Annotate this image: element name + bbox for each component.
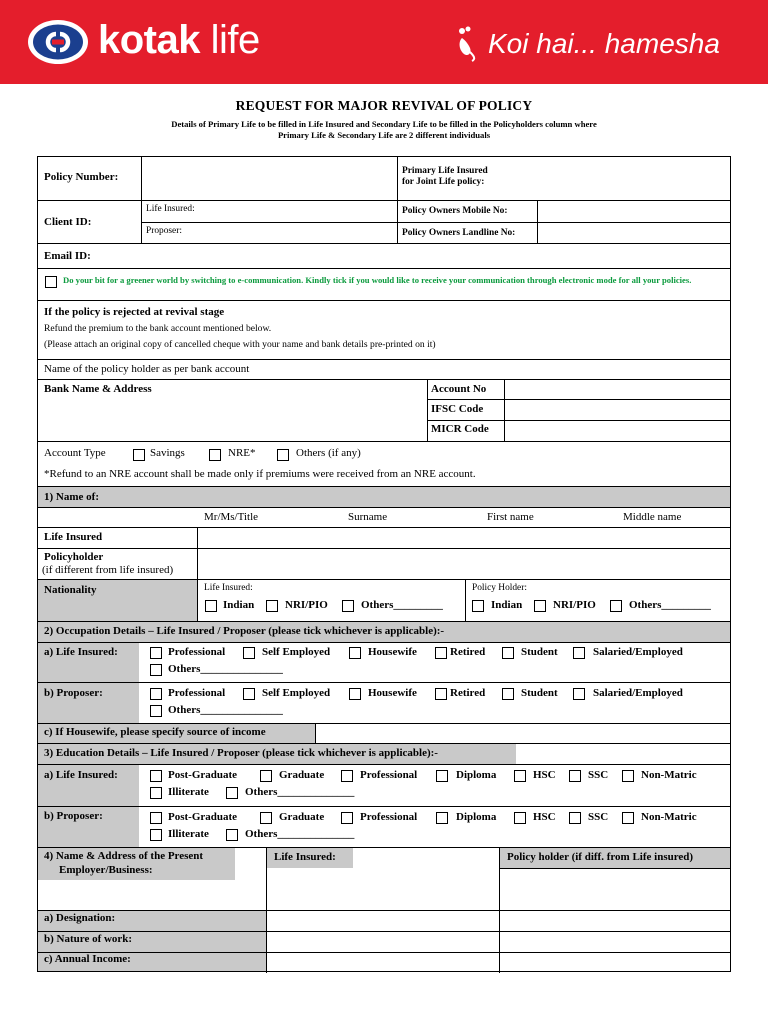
edu-li-illiterate-label: Illiterate: [168, 786, 209, 798]
edu-pr-illiterate-checkbox[interactable]: [150, 829, 162, 841]
occ-li-salaried-label: Salaried/Employed: [593, 646, 683, 658]
revival-form: [37, 156, 731, 972]
email-field[interactable]: [118, 245, 728, 267]
email-label: Email ID:: [44, 250, 91, 262]
holder-name-label: Name of the policy holder as per bank account: [44, 363, 250, 375]
divider: [500, 868, 730, 869]
occ-pr-others-label: Others_______________: [168, 704, 283, 716]
ph-indian-checkbox[interactable]: [472, 600, 484, 612]
client-id-row: [38, 157, 730, 244]
micr-field[interactable]: [506, 422, 728, 440]
divider: [38, 806, 730, 807]
client-id-label: Client ID:: [44, 216, 92, 228]
education-heading: 3) Education Details – Life Insured / Proposer (please tick whichever is applicable):-: [44, 747, 438, 759]
li-indian-label: Indian: [223, 599, 255, 611]
income-ph-field[interactable]: [501, 954, 728, 971]
designation-ph-field[interactable]: [501, 912, 728, 930]
employer-li-label: Life Insured:: [274, 851, 336, 863]
nature-li-field[interactable]: [268, 933, 498, 951]
occ-pr-housewife-checkbox[interactable]: [349, 688, 361, 700]
employer-li-field[interactable]: [268, 869, 498, 909]
client-life-insured-label: Life Insured:: [146, 204, 195, 214]
edu-li-others-checkbox[interactable]: [226, 787, 238, 799]
micr-label: MICR Code: [431, 423, 489, 435]
edu-li-grad-checkbox[interactable]: [260, 770, 272, 782]
li-indian-checkbox[interactable]: [205, 600, 217, 612]
occ-li-retired-label: Retired: [450, 646, 486, 658]
col-title: Mr/Ms/Title: [204, 511, 259, 523]
edu-pr-ssc-label: SSC: [588, 811, 609, 823]
employer-ph-field[interactable]: [501, 870, 728, 909]
names-section-header: [38, 487, 730, 507]
edu-pr-prof-label: Professional: [360, 811, 418, 823]
ph-indian-label: Indian: [491, 599, 523, 611]
divider: [38, 642, 730, 643]
edu-li-grad-label: Graduate: [279, 769, 325, 781]
savings-label: Savings: [150, 447, 185, 459]
edu-li-diploma-checkbox[interactable]: [436, 770, 448, 782]
edu-li-prof-checkbox[interactable]: [341, 770, 353, 782]
edu-pr-prof-checkbox[interactable]: [341, 812, 353, 824]
nat-policy-holder-label: Policy Holder:: [472, 583, 527, 593]
edu-li-ssc-checkbox[interactable]: [569, 770, 581, 782]
divider: [38, 359, 730, 360]
policyholder-name-field[interactable]: [199, 549, 728, 577]
refund-heading: If the policy is rejected at revival stage: [44, 306, 225, 318]
occ-pr-retired-label: Retired: [450, 687, 486, 699]
policyholder-note: (if different from life insured): [42, 564, 174, 576]
ifsc-field[interactable]: [506, 401, 728, 419]
header-banner: [0, 0, 768, 84]
life-insured-name-field[interactable]: [199, 528, 728, 547]
li-others-checkbox[interactable]: [342, 600, 354, 612]
occ-pr-student-label: Student: [521, 687, 558, 699]
edu-li-nonmatric-checkbox[interactable]: [622, 770, 634, 782]
occ-pr-salaried-checkbox[interactable]: [573, 688, 585, 700]
account-no-field[interactable]: [506, 380, 728, 398]
edu-pr-illiterate-label: Illiterate: [168, 828, 209, 840]
subtitle-line-2: Primary Life & Secondary Life are 2 different individuals: [277, 129, 491, 140]
occ-pr-retired-checkbox[interactable]: [435, 688, 447, 700]
divider: [38, 764, 730, 765]
employer-heading-line-2: Employer/Business:: [59, 864, 153, 876]
occ-pr-label: b) Proposer:: [44, 687, 103, 699]
designation-label: a) Designation:: [44, 912, 116, 924]
edu-pr-pg-checkbox[interactable]: [150, 812, 162, 824]
occ-li-professional-checkbox[interactable]: [150, 647, 162, 659]
primary-life-line-2: for Joint Life policy:: [402, 177, 485, 187]
form-subtitle: [0, 119, 768, 140]
housewife-income-field[interactable]: [317, 724, 728, 742]
ifsc-label: IFSC Code: [431, 403, 484, 415]
form-title: REQUEST FOR MAJOR REVIVAL OF POLICY: [235, 98, 533, 113]
primary-life-line-1: Primary Life Insured: [402, 166, 488, 176]
divider: [427, 420, 730, 421]
divider: [427, 379, 428, 441]
occupation-heading: 2) Occupation Details – Life Insured / Proposer (please tick whichever is applicable):-: [44, 625, 445, 637]
occ-li-retired-checkbox[interactable]: [435, 647, 447, 659]
nat-life-insured-label: Life Insured:: [204, 583, 253, 593]
edu-pr-diploma-checkbox[interactable]: [436, 812, 448, 824]
divider: [465, 579, 466, 623]
occ-pr-professional-checkbox[interactable]: [150, 688, 162, 700]
edu-pr-others-checkbox[interactable]: [226, 829, 238, 841]
occ-pr-salaried-label: Salaried/Employed: [593, 687, 683, 699]
edu-pr-grad-label: Graduate: [279, 811, 325, 823]
occ-li-self-checkbox[interactable]: [243, 647, 255, 659]
others-account-checkbox[interactable]: [277, 449, 289, 461]
nre-label: NRE*: [228, 447, 256, 459]
bank-name-field[interactable]: [44, 397, 424, 437]
employer-heading: [44, 849, 203, 877]
housewife-income-label: c) If Housewife, please specify source of income: [44, 726, 266, 738]
footprint-icon: [456, 26, 484, 62]
occ-li-label: a) Life Insured:: [44, 646, 118, 658]
edu-pr-grad-checkbox[interactable]: [260, 812, 272, 824]
col-middle-name: Middle name: [623, 511, 682, 523]
designation-li-field[interactable]: [268, 912, 498, 930]
occ-pr-student-checkbox[interactable]: [502, 688, 514, 700]
divider: [38, 682, 730, 683]
edu-li-label: a) Life Insured:: [44, 769, 118, 781]
edu-pr-others-label: Others______________: [245, 828, 355, 840]
edu-li-pg-checkbox[interactable]: [150, 770, 162, 782]
edu-pr-diploma-label: Diploma: [456, 811, 497, 823]
occ-li-others-checkbox[interactable]: [150, 664, 162, 676]
occ-pr-housewife-label: Housewife: [368, 687, 417, 699]
occ-li-housewife-checkbox[interactable]: [349, 647, 361, 659]
account-type-label: Account Type: [44, 447, 106, 459]
li-nri-label: NRI/PIO: [285, 599, 328, 611]
owners-landline-label: Policy Owners Landline No:: [402, 228, 516, 238]
edu-li-illiterate-checkbox[interactable]: [150, 787, 162, 799]
edu-pr-nonmatric-checkbox[interactable]: [622, 812, 634, 824]
employer-heading-line-1: 4) Name & Address of the Present: [44, 850, 204, 862]
edu-li-prof-label: Professional: [360, 769, 418, 781]
occ-pr-self-label: Self Employed: [262, 687, 331, 699]
edu-pr-pg-label: Post-Graduate: [168, 811, 238, 823]
ecomm-line-1: Do your bit for a greener world by switching to e-communication. Kindly tick if you would like to receive your communication through electronic mode: [63, 275, 617, 285]
edu-li-others-label: Others______________: [245, 786, 355, 798]
occ-li-housewife-label: Housewife: [368, 646, 417, 658]
edu-pr-nonmatric-label: Non-Matric: [641, 811, 697, 823]
bank-name-label: Bank Name & Address: [44, 383, 152, 395]
li-others-label: Others_________: [361, 599, 443, 611]
occ-li-student-checkbox[interactable]: [502, 647, 514, 659]
col-first-name: First name: [487, 511, 534, 523]
brand-wordmark: kotak life: [98, 18, 260, 62]
nationality-label: Nationality: [44, 584, 97, 596]
edu-pr-label: b) Proposer:: [44, 810, 103, 822]
li-nri-checkbox[interactable]: [266, 600, 278, 612]
nre-note: *Refund to an NRE account shall be made only if premiums were received from an NRE account.: [44, 468, 476, 480]
edu-li-hsc-label: HSC: [533, 769, 556, 781]
edu-pr-hsc-checkbox[interactable]: [514, 812, 526, 824]
ph-nri-checkbox[interactable]: [534, 600, 546, 612]
client-proposer-label: Proposer:: [146, 226, 182, 236]
savings-checkbox[interactable]: [133, 449, 145, 461]
ecomm-notice: [63, 275, 728, 286]
ph-others-label: Others_________: [629, 599, 711, 611]
owners-mobile-label: Policy Owners Mobile No:: [402, 206, 508, 216]
divider: [315, 723, 316, 743]
occ-pr-self-checkbox[interactable]: [243, 688, 255, 700]
occ-li-others-label: Others_______________: [168, 663, 283, 675]
employer-ph-label: Policy holder (if diff. from Life insured): [507, 851, 694, 863]
others-account-label: Others (if any): [296, 447, 361, 459]
divider: [38, 507, 730, 508]
divider: [504, 379, 505, 441]
occ-li-self-label: Self Employed: [262, 646, 331, 658]
edu-pr-ssc-checkbox[interactable]: [569, 812, 581, 824]
occ-li-student-label: Student: [521, 646, 558, 658]
col-surname: Surname: [348, 511, 388, 523]
edu-li-nonmatric-label: Non-Matric: [641, 769, 697, 781]
divider: [427, 399, 730, 400]
edu-li-hsc-checkbox[interactable]: [514, 770, 526, 782]
edu-li-diploma-label: Diploma: [456, 769, 497, 781]
income-label: c) Annual Income:: [44, 953, 131, 965]
subtitle-line-1: Details of Primary Life to be filled in Life Insured and Secondary Life to be filled in the Policyholders column where: [171, 119, 597, 129]
refund-line-1: Refund the premium to the bank account mentioned below.: [44, 323, 272, 334]
ph-nri-label: NRI/PIO: [553, 599, 596, 611]
tagline: Koi hai... hamesha: [488, 28, 720, 59]
ecomm-line-2: for all your policies.: [618, 275, 692, 285]
occ-pr-others-checkbox[interactable]: [150, 705, 162, 717]
refund-line-2: (Please attach an original copy of cancelled cheque with your name and bank details pre-printed on it): [44, 339, 436, 350]
occ-li-salaried-checkbox[interactable]: [573, 647, 585, 659]
names-heading: 1) Name of:: [44, 491, 99, 503]
nature-ph-field[interactable]: [501, 933, 728, 951]
edu-li-pg-label: Post-Graduate: [168, 769, 238, 781]
edu-li-ssc-label: SSC: [588, 769, 609, 781]
income-li-field[interactable]: [268, 954, 498, 971]
kotak-logo-icon: [26, 18, 90, 66]
edu-pr-hsc-label: HSC: [533, 811, 556, 823]
divider: [197, 527, 198, 623]
policy-number-label: Policy Number:: [44, 171, 119, 183]
divider: [38, 441, 730, 442]
nre-checkbox[interactable]: [209, 449, 221, 461]
ecomm-checkbox[interactable]: [45, 276, 57, 288]
account-no-label: Account No: [431, 383, 487, 395]
ph-others-checkbox[interactable]: [610, 600, 622, 612]
nature-label: b) Nature of work:: [44, 933, 133, 945]
occ-li-professional-label: Professional: [168, 646, 226, 658]
name-life-insured-label: Life Insured: [44, 531, 103, 543]
name-policyholder-label: Policyholder: [44, 551, 104, 563]
occ-pr-professional-label: Professional: [168, 687, 226, 699]
